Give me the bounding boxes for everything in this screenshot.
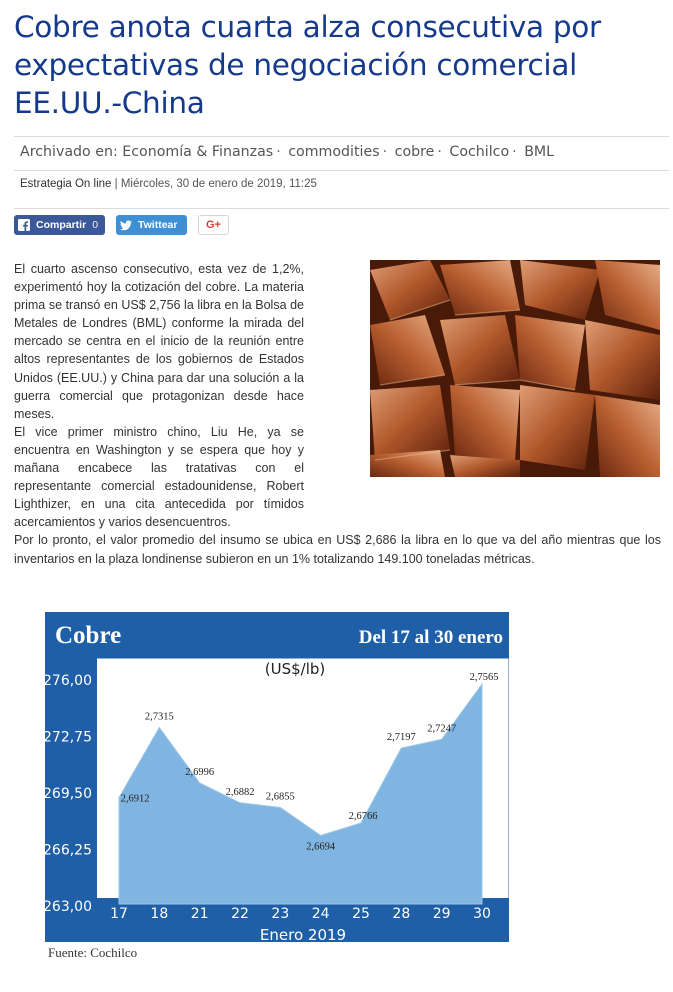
twitter-icon	[120, 219, 132, 231]
x-axis-label: Enero 2019	[259, 926, 347, 942]
tags-bar: Archivado en: Economía & Finanzas · commodities · cobre · Cochilco · BML	[20, 144, 555, 160]
chart-subtitle: Del 17 al 30 enero	[358, 627, 503, 648]
y-tick-label: 269,50	[45, 786, 92, 802]
data-label: 2,6882	[225, 786, 255, 798]
byline-date: Miércoles, 30 de enero de 2019, 11:25	[120, 178, 317, 190]
chart-unit-label: (US$/lb)	[264, 660, 326, 678]
facebook-share-label: Compartir	[36, 219, 87, 231]
data-label: 2,7197	[386, 732, 416, 744]
data-label: 2,6766	[348, 810, 378, 822]
y-tick-label: 272,75	[45, 729, 92, 746]
gplus-share-button[interactable]: G+	[198, 215, 229, 235]
byline-source: Estrategia On line	[20, 178, 112, 190]
x-tick-label: 30	[473, 906, 491, 922]
x-tick-label: 18	[150, 906, 169, 922]
x-tick-label: 25	[352, 906, 370, 922]
tag-cobre[interactable]: cobre	[394, 144, 435, 160]
copper-photo	[370, 260, 660, 477]
tag-economia[interactable]: Economía & Finanzas	[122, 144, 274, 160]
x-tick-label: 28	[392, 906, 411, 922]
article-paragraph: El cuarto ascenso consecutivo, esta vez de 1,2%, experimentó hoy la cotización del cobre. La materia prima se transó en US$ 2,756 la libra en la Bolsa de Metales de Londres (BML) conforme la mirada del mercado se centra en el inicio de la reunión entre altos representantes de los gobiernos de Estados Unidos (EE.UU.) y China para dar una solución a la guerra comercial que protagonizan desde hace meses.	[14, 262, 304, 421]
tags-label: Archivado en:	[20, 144, 118, 160]
y-tick-label: 263,00	[45, 899, 92, 915]
article-headline: Cobre anota cuarta alza consecutiva por expectativas de negociación comercial EE.UU.-China	[14, 10, 601, 120]
data-label: 2,7247	[427, 723, 457, 735]
article-paragraph: El vice primer ministro chino, Liu He, ya se encuentra en Washington y se espera que hoy y mañana encabece las tratativas con el representante comercial estadounidense, Robert Lighthizer, en una cita antecedida por tímidos acercamientos y varios desencuentros.	[14, 424, 304, 530]
share-bar	[14, 215, 229, 235]
copper-price-chart	[45, 612, 509, 942]
x-tick-label: 22	[231, 906, 249, 922]
divider	[14, 208, 669, 209]
x-tick-label: 17	[110, 906, 128, 922]
chart-source: Fuente: Cochilco	[48, 945, 138, 960]
x-tick-label: 21	[190, 906, 209, 922]
x-tick-label: 24	[311, 906, 330, 922]
y-tick-label: 266,25	[45, 842, 92, 859]
facebook-share-count: 0	[92, 219, 99, 231]
data-label: 2,6912	[120, 793, 150, 805]
facebook-icon	[18, 219, 30, 231]
tag-bml[interactable]: BML	[524, 144, 555, 160]
facebook-share-button[interactable]	[14, 215, 105, 235]
x-tick-label: 23	[271, 906, 290, 922]
article-paragraph: Por lo pronto, el valor promedio del insumo se ubica en US$ 2,686 la libra en lo que va del año mientras que los inventarios en la plaza londinense subieron en un 1% totalizando 149.100 toneladas métricas.	[14, 533, 661, 566]
divider	[14, 136, 669, 137]
twitter-share-label: Twittear	[138, 219, 178, 231]
data-label: 2,6855	[265, 791, 295, 803]
y-tick-label: 276,00	[45, 673, 92, 689]
data-label: 2,6996	[185, 767, 215, 779]
data-label: 2,6694	[306, 841, 336, 853]
byline: Estrategia On line | Miércoles, 30 de enero de 2019, 11:25	[20, 178, 317, 190]
data-label: 2,7565	[469, 672, 499, 684]
x-tick-label: 29	[432, 906, 451, 922]
data-label: 2,7315	[144, 711, 174, 723]
tag-cochilco[interactable]: Cochilco	[449, 144, 510, 160]
twitter-share-button[interactable]	[116, 215, 187, 235]
tag-commodities[interactable]: commodities	[288, 144, 380, 160]
divider	[14, 170, 669, 171]
chart-title: Cobre	[55, 622, 122, 649]
